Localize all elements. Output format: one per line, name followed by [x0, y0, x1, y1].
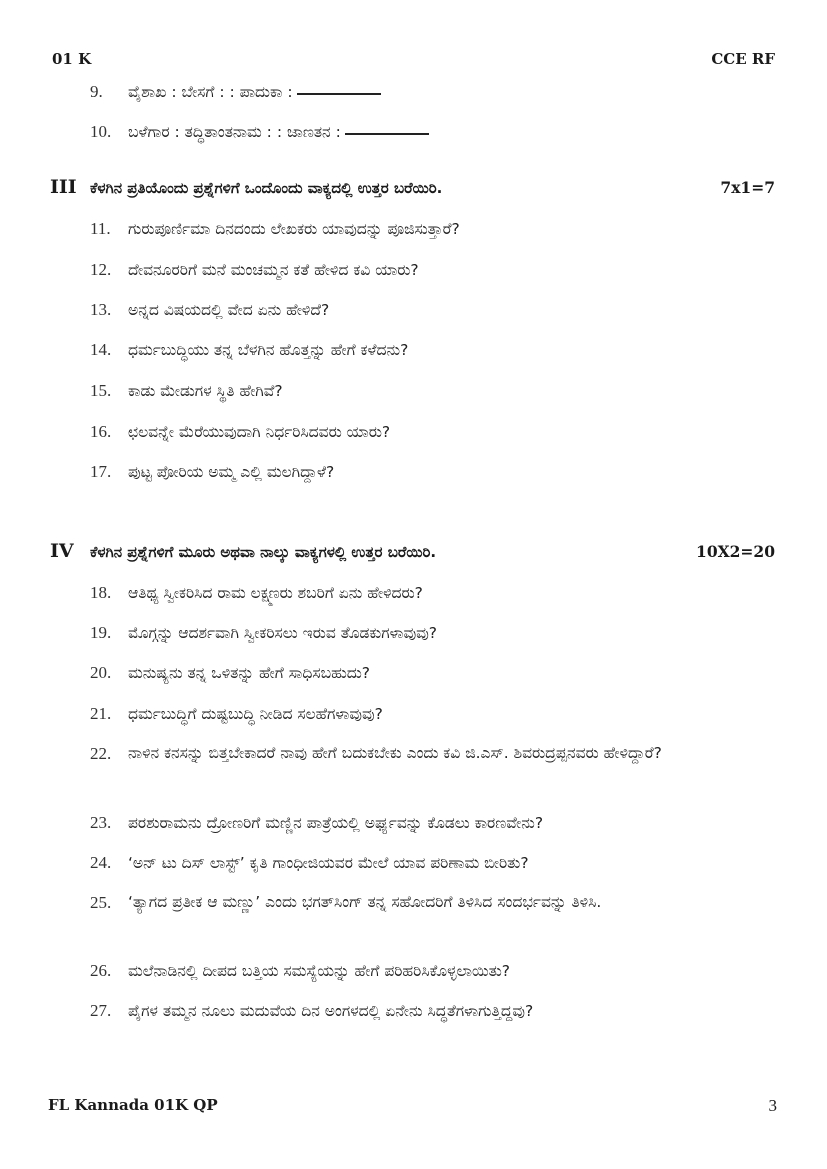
question-number: 23.: [90, 813, 112, 832]
question-number: 12.: [90, 260, 112, 279]
question-number: 10.: [90, 122, 112, 141]
question-item: [90, 702, 383, 726]
footer-title: FL Kannada 01K QP: [48, 1096, 218, 1114]
question-item: [90, 742, 780, 765]
question-text: ಮನುಷ್ಯನು ತನ್ನ ಒಳಿತನ್ನು ಹೇಗೆ ಸಾಧಿಸಬಹುದು?: [128, 664, 370, 682]
question-text: ಧರ್ಮಬುದ್ಧಿಗೆ ದುಷ್ಟಬುದ್ಧಿ ನೀಡಿದ ಸಲಹೆಗಳಾವುವು?: [128, 705, 383, 723]
question-text: ಆತಿಥ್ಯ ಸ್ವೀಕರಿಸಿದ ರಾಮ ಲಕ್ಷ್ಮಣರು ಶಬರಿಗೆ ಏನು ಹೇಳಿದರು?: [128, 584, 423, 602]
paper-code: 01 K: [52, 50, 92, 68]
question-item: [90, 379, 283, 403]
question-text: ಪುಟ್ಟ ಪೋರಿಯ ಅಮ್ಮ ಎಲ್ಲಿ ಮಲಗಿದ್ದಾಳೆ?: [128, 463, 335, 481]
question-text: ಧರ್ಮಬುದ್ಧಿಯು ತನ್ನ ಬೆಳಗಿನ ಹೊತ್ತನ್ನು ಹೇಗೆ ಕಳೆದನು?: [128, 341, 409, 359]
question-item: [90, 80, 381, 104]
question-text: ಪರಶುರಾಮನು ದ್ರೋಣರಿಗೆ ಮಣ್ಣಿನ ಪಾತ್ರೆಯಲ್ಲಿ ಅರ್ಘ್ಯವನ್ನು ಕೊಡಲು ಕಾರಣವೇನು?: [128, 814, 544, 832]
question-item: [90, 298, 329, 322]
section-instruction: ಕೆಳಗಿನ ಪ್ರಶ್ನೆಗಳಿಗೆ ಮೂರು ಅಥವಾ ನಾಲ್ಕು ವಾಕ್ಯಗಳಲ್ಲಿ ಉತ್ತರ ಬರೆಯಿರಿ.: [90, 543, 437, 561]
question-item: [90, 338, 408, 362]
page-number: 3: [768, 1096, 777, 1115]
question-number: 20.: [90, 663, 112, 682]
question-item: [90, 217, 460, 241]
question-item: [90, 258, 419, 282]
question-text: ವೈಶಾಖ : ಬೇಸಗೆ : : ಪಾದುಕಾ :: [128, 83, 293, 101]
question-item: [90, 581, 423, 605]
question-item: [90, 120, 429, 144]
question-text: ಗುರುಪೂರ್ಣಿಮಾ ದಿನದಂದು ಲೇಖಕರು ಯಾವುದನ್ನು ಪೂಜಿಸುತ್ತಾರೆ?: [128, 220, 460, 238]
question-number: 16.: [90, 422, 112, 441]
question-item: [90, 999, 533, 1023]
section-number: IV: [50, 540, 74, 562]
question-text: ‘ಅನ್ ಟು ದಿಸ್ ಲಾಸ್ಟ್’ ಕೃತಿ ಗಾಂಧೀಜಿಯವರ ಮೇಲೆ ಯಾವ ಪರಿಣಾಮ ಬೀರಿತು?: [128, 854, 529, 872]
question-text: ಪೈಗಳ ತಮ್ಮನ ನೂಲು ಮದುವೆಯ ದಿನ ಅಂಗಳದಲ್ಲಿ ಏನೇನು ಸಿದ್ಧತೆಗಳಾಗುತ್ತಿದ್ದವು?: [128, 1002, 534, 1020]
question-item: [90, 891, 690, 914]
section-marks: 7x1=7: [720, 178, 775, 197]
question-number: 18.: [90, 583, 112, 602]
question-number: 26.: [90, 961, 112, 980]
exam-code: CCE RF: [711, 50, 775, 68]
question-number: 21.: [90, 704, 112, 723]
question-number: 15.: [90, 381, 112, 400]
question-text: ಅನ್ನದ ವಿಷಯದಲ್ಲಿ ವೇದ ಏನು ಹೇಳಿದೆ?: [128, 301, 330, 319]
section-number: III: [50, 176, 77, 198]
question-item: [90, 460, 334, 484]
question-item: [90, 420, 390, 444]
question-text: ಮೊಗ್ಗನ್ನು ಆದರ್ಶವಾಗಿ ಸ್ವೀಕರಿಸಲು ಇರುವ ತೊಡಕುಗಳಾವುವು?: [128, 624, 437, 642]
question-number: 27.: [90, 1001, 112, 1020]
question-item: [90, 621, 437, 645]
question-item: [90, 959, 510, 983]
question-text: ನಾಳಿನ ಕನಸನ್ನು ಬಿತ್ತಬೇಕಾದರೆ ನಾವು ಹೇಗೆ ಬದುಕಬೇಕು ಎಂದು ಕವಿ ಜಿ.ಎಸ್. ಶಿವರುದ್ರಪ್ಪನವರು ಹೇಳಿದ್ದಾರೆ?: [128, 744, 662, 762]
section-marks: 10X2=20: [696, 542, 775, 561]
question-number: 14.: [90, 340, 112, 359]
question-text: ಮಲೆನಾಡಿನಲ್ಲಿ ದೀಪದ ಬತ್ತಿಯ ಸಮಸ್ಯೆಯನ್ನು ಹೇಗೆ ಪರಿಹರಿಸಿಕೊಳ್ಳಲಾಯಿತು?: [128, 962, 511, 980]
question-number: 9.: [90, 82, 103, 101]
question-number: 24.: [90, 853, 112, 872]
question-text: ಕಾಡು ಮೇಡುಗಳ ಸ್ಥಿತಿ ಹೇಗಿವೆ?: [128, 382, 283, 400]
answer-blank: [297, 93, 381, 95]
section-header-IV: [50, 540, 775, 562]
question-number: 22.: [90, 744, 112, 763]
answer-blank: [345, 133, 429, 135]
question-number: 13.: [90, 300, 112, 319]
question-text: ಬಳೆಗಾರ : ತದ್ಧಿತಾಂತನಾಮ : : ಜಾಣತನ :: [128, 123, 341, 141]
question-number: 11.: [90, 219, 111, 238]
question-number: 19.: [90, 623, 112, 642]
section-instruction: ಕೆಳಗಿನ ಪ್ರತಿಯೊಂದು ಪ್ರಶ್ನೆಗಳಿಗೆ ಒಂದೊಂದು ವಾಕ್ಯದಲ್ಲಿ ಉತ್ತರ ಬರೆಯಿರಿ.: [90, 179, 443, 197]
question-number: 25.: [90, 893, 112, 912]
question-item: [90, 811, 543, 835]
section-header-III: [50, 176, 775, 198]
question-text: ‘ತ್ಯಾಗದ ಪ್ರತೀಕ ಆ ಮಣ್ಣು’ ಎಂದು ಭಗತ್‌ಸಿಂಗ್ ತನ್ನ ಸಹೋದರಿಗೆ ತಿಳಿಸಿದ ಸಂದರ್ಭವನ್ನು ತಿಳಿಸಿ.: [128, 893, 602, 911]
question-item: [90, 851, 529, 875]
question-text: ದೇವನೂರರಿಗೆ ಮನೆ ಮಂಚಮ್ಮನ ಕತೆ ಹೇಳಿದ ಕವಿ ಯಾರು?: [128, 261, 419, 279]
question-number: 17.: [90, 462, 112, 481]
question-text: ಛಲವನ್ನೇ ಮೆರೆಯುವುದಾಗಿ ನಿರ್ಧರಿಸಿದವರು ಯಾರು?: [128, 423, 391, 441]
question-item: [90, 661, 370, 685]
